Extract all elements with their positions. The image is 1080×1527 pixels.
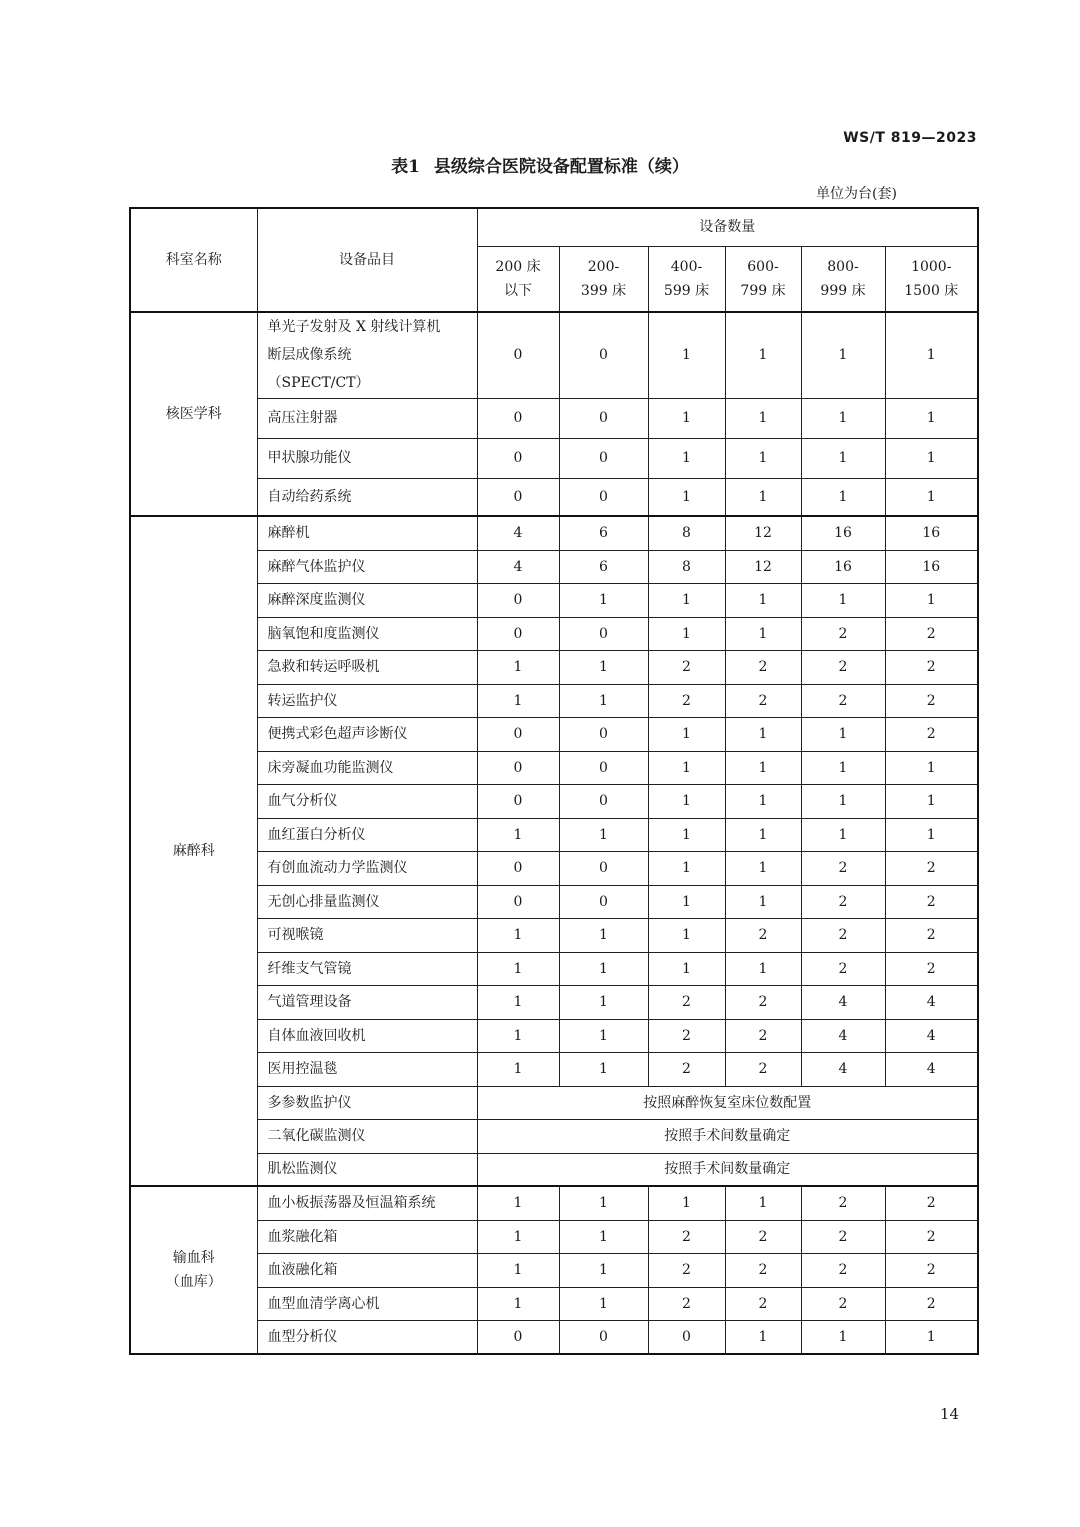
equipment-name: 床旁凝血功能监测仪 bbox=[257, 751, 477, 784]
quantity-cell: 1 bbox=[801, 1320, 885, 1354]
merged-quantity-note: 按照手术间数量确定 bbox=[477, 1153, 978, 1186]
quantity-cell: 1 bbox=[725, 784, 801, 818]
quantity-cell: 1 bbox=[477, 1052, 559, 1086]
department-name-note: （血库） bbox=[165, 1274, 222, 1290]
quantity-cell: 0 bbox=[477, 617, 559, 650]
quantity-cell: 2 bbox=[648, 1220, 725, 1253]
equipment-name: 血小板振荡器及恒温箱系统 bbox=[257, 1186, 477, 1220]
equipment-name: 急救和转运呼吸机 bbox=[257, 650, 477, 684]
bed-range-line1: 200 床 bbox=[495, 258, 541, 275]
equipment-name: 气道管理设备 bbox=[257, 985, 477, 1019]
quantity-cell: 1 bbox=[885, 478, 978, 516]
quantity-cell: 1 bbox=[801, 478, 885, 516]
quantity-cell: 2 bbox=[885, 1186, 978, 1220]
quantity-cell: 1 bbox=[725, 885, 801, 918]
quantity-cell: 2 bbox=[725, 1019, 801, 1052]
quantity-cell: 1 bbox=[477, 1253, 559, 1287]
merged-quantity-note: 按照麻醉恢复室床位数配置 bbox=[477, 1086, 978, 1119]
quantity-cell: 16 bbox=[801, 516, 885, 550]
table-row bbox=[130, 438, 978, 478]
quantity-cell: 0 bbox=[559, 438, 648, 478]
header-bed-column bbox=[559, 246, 648, 312]
table-title-text: 县级综合医院设备配置标准（续） bbox=[433, 157, 689, 177]
quantity-cell: 16 bbox=[885, 516, 978, 550]
table-row bbox=[130, 478, 978, 516]
quantity-cell: 4 bbox=[885, 1019, 978, 1052]
table-row bbox=[130, 918, 978, 952]
quantity-cell: 0 bbox=[648, 1320, 725, 1354]
table-row bbox=[130, 1052, 978, 1086]
quantity-cell: 6 bbox=[559, 516, 648, 550]
header-bed-column bbox=[885, 246, 978, 312]
department-group bbox=[130, 1186, 978, 1354]
quantity-cell: 1 bbox=[725, 751, 801, 784]
quantity-cell: 1 bbox=[648, 478, 725, 516]
quantity-cell: 1 bbox=[477, 818, 559, 851]
quantity-cell: 2 bbox=[885, 1220, 978, 1253]
header-department: 科室名称 bbox=[130, 208, 257, 312]
equipment-name: 二氧化碳监测仪 bbox=[257, 1119, 477, 1153]
quantity-cell: 1 bbox=[477, 1019, 559, 1052]
equipment-name: 血气分析仪 bbox=[257, 784, 477, 818]
equipment-name: 有创血流动力学监测仪 bbox=[257, 851, 477, 885]
table-row bbox=[130, 1086, 978, 1119]
table-row bbox=[130, 1287, 978, 1320]
quantity-cell: 4 bbox=[477, 516, 559, 550]
quantity-cell: 2 bbox=[885, 617, 978, 650]
quantity-cell: 1 bbox=[648, 751, 725, 784]
table-row bbox=[130, 985, 978, 1019]
quantity-cell: 2 bbox=[801, 1253, 885, 1287]
quantity-cell: 1 bbox=[559, 684, 648, 717]
equipment-name-line: 单光子发射及 X 射线计算机 bbox=[267, 319, 441, 336]
quantity-cell: 0 bbox=[477, 885, 559, 918]
merged-quantity-note: 按照手术间数量确定 bbox=[477, 1119, 978, 1153]
quantity-cell: 1 bbox=[477, 684, 559, 717]
quantity-cell: 1 bbox=[559, 1186, 648, 1220]
quantity-cell: 0 bbox=[477, 784, 559, 818]
quantity-cell: 1 bbox=[559, 1019, 648, 1052]
quantity-cell: 2 bbox=[801, 1287, 885, 1320]
quantity-cell: 0 bbox=[559, 784, 648, 818]
equipment-name: 多参数监护仪 bbox=[257, 1086, 477, 1119]
quantity-cell: 12 bbox=[725, 550, 801, 583]
quantity-cell: 1 bbox=[559, 918, 648, 952]
quantity-cell: 2 bbox=[885, 717, 978, 751]
quantity-cell: 2 bbox=[725, 1220, 801, 1253]
quantity-cell: 2 bbox=[801, 650, 885, 684]
unit-note: 单位为台(套) bbox=[816, 186, 897, 202]
department-name bbox=[130, 1186, 257, 1354]
quantity-cell: 1 bbox=[648, 918, 725, 952]
table-row bbox=[130, 583, 978, 617]
equipment-name: 甲状腺功能仪 bbox=[257, 438, 477, 478]
quantity-cell: 1 bbox=[801, 784, 885, 818]
quantity-cell: 16 bbox=[885, 550, 978, 583]
bed-range-line1: 200- bbox=[587, 258, 620, 275]
quantity-cell: 1 bbox=[885, 751, 978, 784]
quantity-cell: 1 bbox=[885, 818, 978, 851]
equipment-name: 医用控温毯 bbox=[257, 1052, 477, 1086]
quantity-cell: 1 bbox=[559, 1052, 648, 1086]
quantity-cell: 1 bbox=[725, 1320, 801, 1354]
equipment-name: 高压注射器 bbox=[257, 398, 477, 438]
quantity-cell: 1 bbox=[725, 312, 801, 398]
quantity-cell: 1 bbox=[801, 398, 885, 438]
quantity-cell: 0 bbox=[477, 312, 559, 398]
quantity-cell: 1 bbox=[725, 583, 801, 617]
quantity-cell: 1 bbox=[648, 851, 725, 885]
quantity-cell: 1 bbox=[725, 818, 801, 851]
quantity-cell: 4 bbox=[801, 1052, 885, 1086]
header-bed-column bbox=[725, 246, 801, 312]
quantity-cell: 2 bbox=[801, 617, 885, 650]
quantity-cell: 1 bbox=[801, 312, 885, 398]
quantity-cell: 1 bbox=[801, 751, 885, 784]
quantity-cell: 2 bbox=[885, 885, 978, 918]
department-name-text: 输血科 bbox=[172, 1250, 215, 1266]
quantity-cell: 1 bbox=[477, 952, 559, 985]
table-row bbox=[130, 717, 978, 751]
quantity-cell: 1 bbox=[648, 1186, 725, 1220]
quantity-cell: 0 bbox=[559, 751, 648, 784]
department-name bbox=[130, 516, 257, 1186]
quantity-cell: 0 bbox=[477, 398, 559, 438]
equipment-name: 脑氧饱和度监测仪 bbox=[257, 617, 477, 650]
quantity-cell: 0 bbox=[559, 885, 648, 918]
table-row bbox=[130, 1220, 978, 1253]
bed-range-line1: 800- bbox=[827, 258, 859, 275]
quantity-cell: 2 bbox=[885, 684, 978, 717]
quantity-cell: 2 bbox=[648, 985, 725, 1019]
quantity-cell: 2 bbox=[801, 918, 885, 952]
quantity-cell: 1 bbox=[885, 312, 978, 398]
quantity-cell: 2 bbox=[725, 650, 801, 684]
quantity-cell: 0 bbox=[559, 1320, 648, 1354]
bed-range-line1: 400- bbox=[670, 258, 703, 275]
bed-range-line2: 以下 bbox=[504, 282, 532, 299]
quantity-cell: 2 bbox=[648, 1019, 725, 1052]
quantity-cell: 1 bbox=[477, 918, 559, 952]
equipment-name: 自体血液回收机 bbox=[257, 1019, 477, 1052]
quantity-cell: 1 bbox=[559, 985, 648, 1019]
quantity-cell: 1 bbox=[477, 985, 559, 1019]
header-bed-column bbox=[648, 246, 725, 312]
table-row bbox=[130, 650, 978, 684]
quantity-cell: 2 bbox=[801, 1220, 885, 1253]
quantity-cell: 0 bbox=[559, 617, 648, 650]
table-row bbox=[130, 1119, 978, 1153]
quantity-cell: 0 bbox=[559, 312, 648, 398]
quantity-cell: 0 bbox=[477, 717, 559, 751]
bed-range-line2: 999 床 bbox=[820, 282, 866, 299]
table-row bbox=[130, 784, 978, 818]
quantity-cell: 2 bbox=[885, 1287, 978, 1320]
quantity-cell: 0 bbox=[477, 478, 559, 516]
table-row bbox=[130, 851, 978, 885]
quantity-cell: 1 bbox=[559, 1220, 648, 1253]
quantity-cell: 1 bbox=[477, 650, 559, 684]
page-number: 14 bbox=[940, 1405, 960, 1423]
quantity-cell: 1 bbox=[648, 885, 725, 918]
quantity-cell: 1 bbox=[725, 851, 801, 885]
quantity-cell: 1 bbox=[559, 1287, 648, 1320]
quantity-cell: 1 bbox=[648, 952, 725, 985]
department-group bbox=[130, 312, 978, 516]
quantity-cell: 2 bbox=[801, 885, 885, 918]
quantity-cell: 1 bbox=[725, 617, 801, 650]
equipment-name: 血型血清学离心机 bbox=[257, 1287, 477, 1320]
equipment-name: 血浆融化箱 bbox=[257, 1220, 477, 1253]
quantity-cell: 1 bbox=[885, 583, 978, 617]
quantity-cell: 2 bbox=[725, 985, 801, 1019]
quantity-cell: 1 bbox=[559, 583, 648, 617]
table-row bbox=[130, 516, 978, 550]
quantity-cell: 0 bbox=[477, 851, 559, 885]
table-row bbox=[130, 1153, 978, 1186]
equipment-name: 纤维支气管镜 bbox=[257, 952, 477, 985]
table-row bbox=[130, 751, 978, 784]
equipment-name: 血型分析仪 bbox=[257, 1320, 477, 1354]
bed-range-line2: 1500 床 bbox=[904, 282, 959, 299]
equipment-name: 肌松监测仪 bbox=[257, 1153, 477, 1186]
quantity-cell: 1 bbox=[801, 818, 885, 851]
equipment-name: 便携式彩色超声诊断仪 bbox=[257, 717, 477, 751]
quantity-cell: 1 bbox=[648, 717, 725, 751]
quantity-cell: 1 bbox=[725, 717, 801, 751]
quantity-cell: 1 bbox=[801, 583, 885, 617]
quantity-cell: 0 bbox=[477, 438, 559, 478]
quantity-cell: 2 bbox=[725, 684, 801, 717]
table-row bbox=[130, 398, 978, 438]
quantity-cell: 1 bbox=[885, 398, 978, 438]
bed-range-line2: 599 床 bbox=[663, 282, 710, 299]
table-number: 表1 bbox=[391, 157, 420, 177]
table-row bbox=[130, 885, 978, 918]
quantity-cell: 2 bbox=[648, 650, 725, 684]
department-name bbox=[130, 312, 257, 516]
quantity-cell: 2 bbox=[885, 1253, 978, 1287]
equipment-name: 麻醉机 bbox=[257, 516, 477, 550]
quantity-cell: 1 bbox=[477, 1287, 559, 1320]
quantity-cell: 1 bbox=[885, 438, 978, 478]
department-group bbox=[130, 516, 978, 1186]
quantity-cell: 0 bbox=[559, 851, 648, 885]
table-row bbox=[130, 1320, 978, 1354]
quantity-cell: 1 bbox=[725, 952, 801, 985]
quantity-cell: 1 bbox=[801, 438, 885, 478]
quantity-cell: 2 bbox=[725, 918, 801, 952]
quantity-cell: 1 bbox=[648, 398, 725, 438]
quantity-cell: 1 bbox=[559, 650, 648, 684]
quantity-cell: 1 bbox=[477, 1220, 559, 1253]
quantity-cell: 2 bbox=[648, 1052, 725, 1086]
quantity-cell: 6 bbox=[559, 550, 648, 583]
department-name-text: 核医学科 bbox=[165, 406, 222, 422]
quantity-cell: 0 bbox=[477, 751, 559, 784]
quantity-cell: 1 bbox=[725, 478, 801, 516]
quantity-cell: 1 bbox=[725, 438, 801, 478]
header-bed-column bbox=[801, 246, 885, 312]
quantity-cell: 1 bbox=[648, 784, 725, 818]
equipment-name bbox=[257, 312, 477, 398]
equipment-name: 无创心排量监测仪 bbox=[257, 885, 477, 918]
equipment-name: 麻醉气体监护仪 bbox=[257, 550, 477, 583]
bed-range-line2: 399 床 bbox=[580, 282, 627, 299]
quantity-cell: 1 bbox=[648, 617, 725, 650]
table-row bbox=[130, 818, 978, 851]
quantity-cell: 4 bbox=[801, 1019, 885, 1052]
quantity-cell: 1 bbox=[559, 952, 648, 985]
quantity-cell: 2 bbox=[801, 684, 885, 717]
header-equipment: 设备品目 bbox=[257, 208, 477, 312]
quantity-cell: 1 bbox=[725, 1186, 801, 1220]
bed-range-line1: 1000- bbox=[911, 258, 952, 275]
quantity-cell: 1 bbox=[559, 1253, 648, 1287]
bed-range-line1: 600- bbox=[747, 258, 779, 275]
quantity-cell: 0 bbox=[559, 478, 648, 516]
quantity-cell: 0 bbox=[559, 717, 648, 751]
quantity-cell: 2 bbox=[725, 1287, 801, 1320]
quantity-cell: 2 bbox=[885, 851, 978, 885]
quantity-cell: 2 bbox=[801, 952, 885, 985]
quantity-cell: 2 bbox=[885, 952, 978, 985]
equipment-name: 血红蛋白分析仪 bbox=[257, 818, 477, 851]
equipment-name-line: 断层成像系统 bbox=[267, 347, 352, 364]
equipment-name-line: （SPECT/CT） bbox=[267, 375, 370, 392]
quantity-cell: 2 bbox=[725, 1253, 801, 1287]
quantity-cell: 8 bbox=[648, 550, 725, 583]
table-row bbox=[130, 1019, 978, 1052]
quantity-cell: 1 bbox=[885, 784, 978, 818]
quantity-cell: 2 bbox=[725, 1052, 801, 1086]
table-row bbox=[130, 1186, 978, 1220]
equipment-name: 血液融化箱 bbox=[257, 1253, 477, 1287]
quantity-cell: 2 bbox=[648, 1253, 725, 1287]
quantity-cell: 1 bbox=[648, 818, 725, 851]
table-row bbox=[130, 550, 978, 583]
quantity-cell: 2 bbox=[648, 684, 725, 717]
standard-code: WS/T 819—2023 bbox=[843, 130, 977, 146]
table-row bbox=[130, 952, 978, 985]
equipment-name: 转运监护仪 bbox=[257, 684, 477, 717]
quantity-cell: 0 bbox=[559, 398, 648, 438]
quantity-cell: 2 bbox=[885, 650, 978, 684]
quantity-cell: 4 bbox=[477, 550, 559, 583]
quantity-cell: 0 bbox=[477, 583, 559, 617]
quantity-cell: 0 bbox=[477, 1320, 559, 1354]
quantity-cell: 1 bbox=[477, 1186, 559, 1220]
quantity-cell: 4 bbox=[885, 985, 978, 1019]
table-row bbox=[130, 617, 978, 650]
quantity-cell: 1 bbox=[885, 1320, 978, 1354]
table-title bbox=[0, 152, 1080, 177]
quantity-cell: 1 bbox=[648, 583, 725, 617]
header-quantity: 设备数量 bbox=[477, 208, 978, 246]
quantity-cell: 1 bbox=[648, 438, 725, 478]
quantity-cell: 2 bbox=[801, 851, 885, 885]
bed-range-line2: 799 床 bbox=[740, 282, 786, 299]
quantity-cell: 1 bbox=[725, 398, 801, 438]
quantity-cell: 2 bbox=[885, 918, 978, 952]
quantity-cell: 4 bbox=[885, 1052, 978, 1086]
quantity-cell: 4 bbox=[801, 985, 885, 1019]
table-row bbox=[130, 684, 978, 717]
quantity-cell: 2 bbox=[801, 1186, 885, 1220]
table-row bbox=[130, 1253, 978, 1287]
quantity-cell: 12 bbox=[725, 516, 801, 550]
equipment-name: 自动给药系统 bbox=[257, 478, 477, 516]
quantity-cell: 16 bbox=[801, 550, 885, 583]
quantity-cell: 8 bbox=[648, 516, 725, 550]
quantity-cell: 1 bbox=[559, 818, 648, 851]
header-bed-column bbox=[477, 246, 559, 312]
equipment-name: 麻醉深度监测仪 bbox=[257, 583, 477, 617]
table-row bbox=[130, 312, 978, 398]
quantity-cell: 2 bbox=[648, 1287, 725, 1320]
quantity-cell: 1 bbox=[801, 717, 885, 751]
quantity-cell: 1 bbox=[648, 312, 725, 398]
equipment-standard-table bbox=[129, 207, 979, 1355]
department-name-text: 麻醉科 bbox=[172, 843, 215, 859]
equipment-name: 可视喉镜 bbox=[257, 918, 477, 952]
